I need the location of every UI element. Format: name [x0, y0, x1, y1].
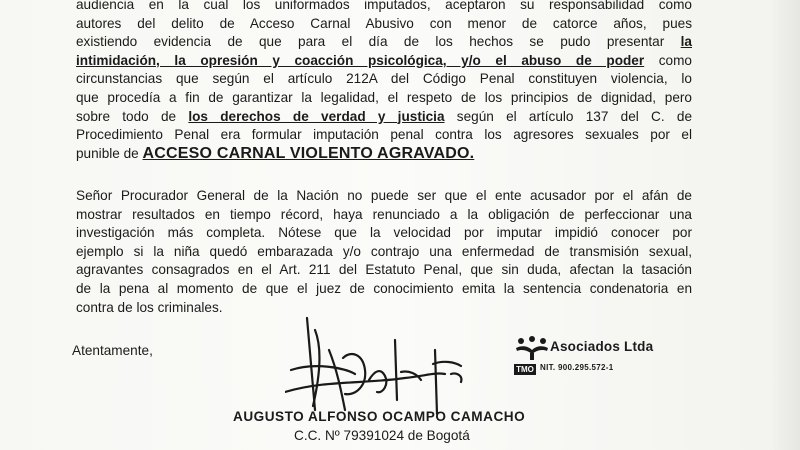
text-fragment: sobre todo de — [76, 108, 189, 124]
text-line — [76, 33, 692, 52]
paragraph-2 — [76, 187, 692, 317]
text-line: ejemplo si la niña quedó embarazada y/o contrajo una enfermedad de transmisión sexual, — [76, 243, 692, 259]
text-fragment: existiendo evidencia de que para el día de los hechos se pudo presentar — [76, 34, 681, 50]
signer-name: AUGUSTO ALFONSO OCAMPO CAMACHO — [233, 409, 526, 424]
text-line: mostrar resultados en tiempo récord, haya renunciado a la obligación de perfeccionar una — [76, 206, 692, 222]
text-line — [76, 108, 692, 127]
paragraph-1 — [76, 0, 692, 163]
text-line: Procedimiento Penal era formular imputación penal contra los agresores sexuales por el — [76, 127, 692, 143]
text-line: de la pena al momento de que el juez de conocimiento emita la sentencia condenatoria en — [76, 280, 692, 296]
underlined-text: la — [680, 34, 692, 50]
closing-salutation: Atentamente, — [72, 343, 153, 358]
text-line: que procedía a fin de garantizar la legalidad, el respeto de los principios de dignidad, pero — [76, 89, 692, 105]
text-line: investigación más completa. Nótese que la velocidad por imputar impidió conocer por — [76, 225, 692, 241]
signer-id: C.C. Nº 79391024 de Bogotá — [294, 428, 470, 443]
text-line: autores del delito de Acceso Carnal Abusivo con menor de catorce años, pues — [76, 15, 692, 31]
text-line: agravantes consagrados en el Art. 211 del Estatuto Penal, que sin duda, afectan la tasación — [76, 262, 692, 278]
company-nit: NIT. 900.295.572-1 — [540, 363, 614, 372]
text-fragment: según el artículo 137 del C. de — [444, 108, 693, 124]
charge-heading: ACCESO CARNAL VIOLENTO AGRAVADO. — [142, 144, 475, 162]
text-line — [76, 52, 692, 71]
underlined-text: los derechos de verdad y justicia — [188, 108, 445, 124]
text-fragment: como — [644, 52, 692, 68]
company-badge: TMO — [514, 364, 536, 375]
text-line: audiencia en la cual los uniformados imputados, aceptaron su responsabilidad como — [76, 0, 692, 12]
text-line: contra de los criminales. — [76, 299, 223, 315]
underlined-text: intimidación, la opresión y coacción psicológica, y/o el abuso de poder — [76, 52, 645, 68]
text-fragment: punible de — [76, 145, 143, 161]
page-edge-shadow — [770, 0, 800, 450]
text-line: Señor Procurador General de la Nación no puede ser que el ente acusador por el afán de — [76, 188, 692, 203]
people-logo-icon — [514, 336, 550, 362]
text-line: circunstancias que según el artículo 212A del Código Penal constituyen violencia, lo — [76, 71, 692, 87]
company-name: Asociados Ltda — [550, 339, 654, 354]
company-stamp — [508, 336, 678, 386]
text-line — [76, 145, 692, 164]
